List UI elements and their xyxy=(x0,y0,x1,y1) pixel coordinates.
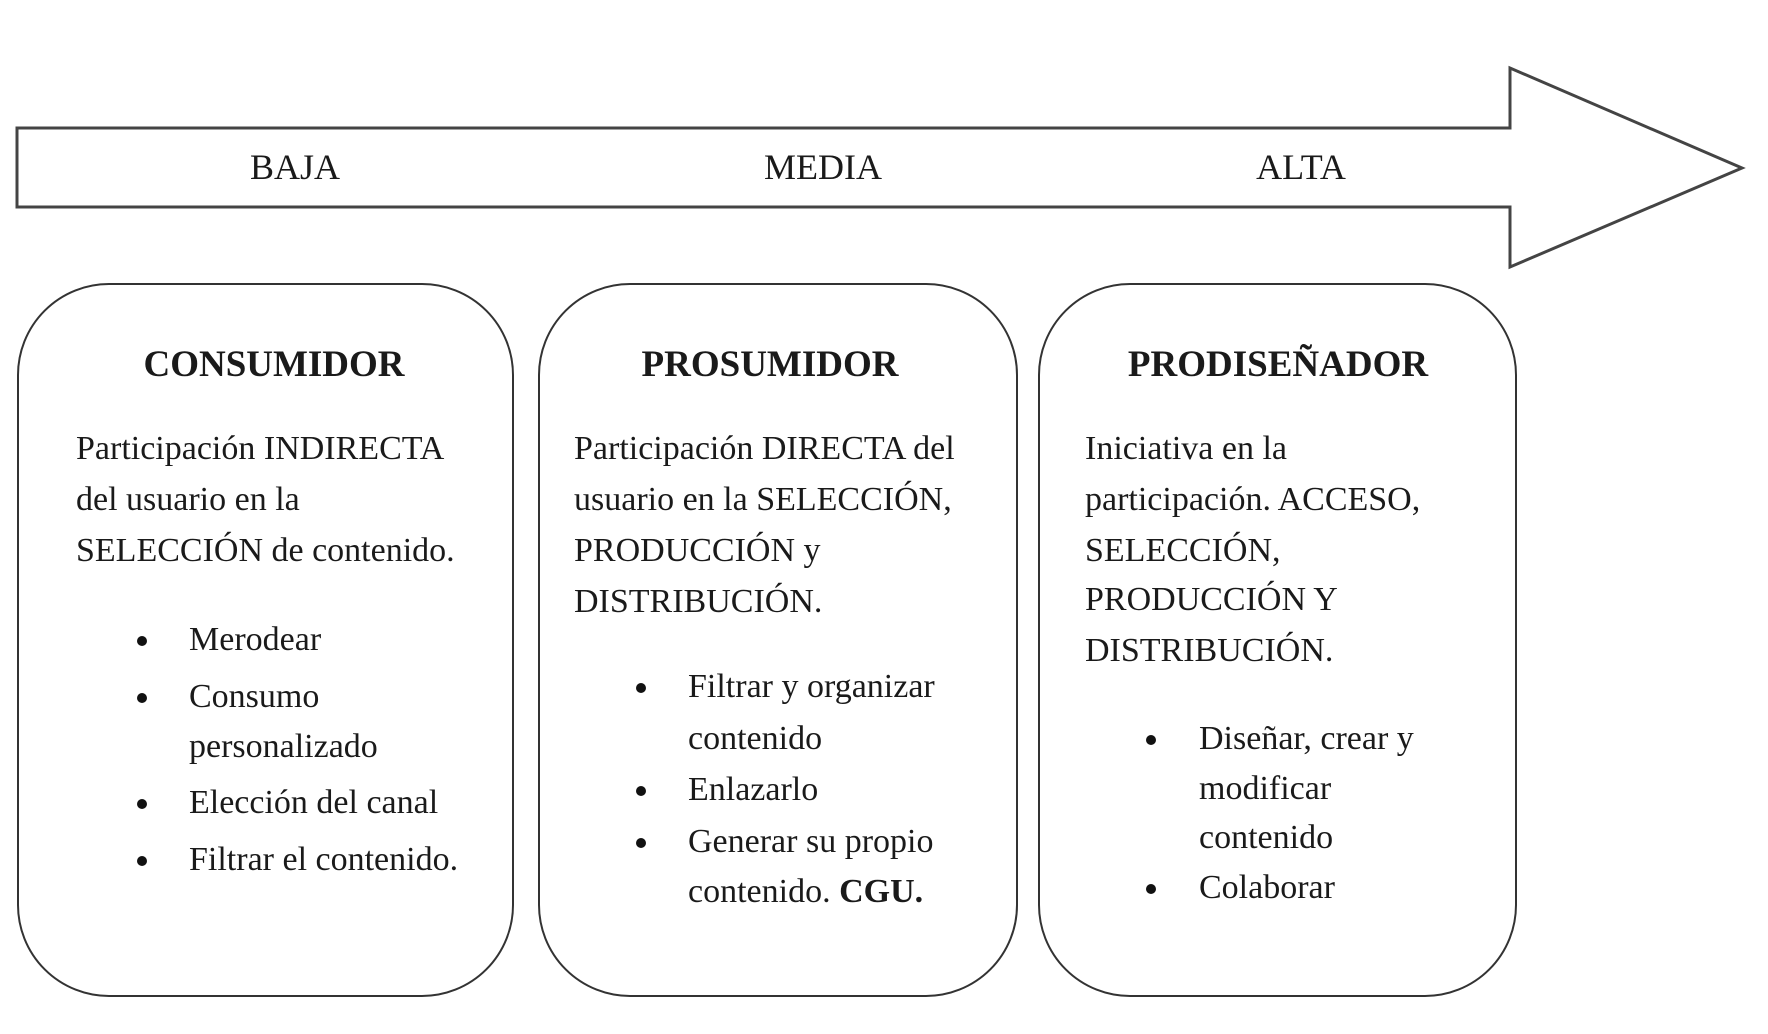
consumer-bullet: Filtrar el contenido. xyxy=(189,841,459,878)
prosumer-bullet: Generar su propio xyxy=(688,823,934,860)
prodesigner-bullet: modificar xyxy=(1199,770,1332,807)
bullet-icon xyxy=(137,856,147,866)
level-high-label: ALTA xyxy=(1256,147,1346,187)
prosumer-bullet-text: contenido. xyxy=(688,873,840,910)
cgu-label: CGU. xyxy=(839,873,924,910)
consumer-bullet: Merodear xyxy=(189,621,322,658)
consumer-desc: Participación INDIRECTA xyxy=(76,430,445,467)
prosumer-bullet: contenido xyxy=(688,720,823,757)
bullet-icon xyxy=(636,838,646,848)
level-medium-label: MEDIA xyxy=(764,147,882,187)
bullet-icon xyxy=(1146,884,1156,894)
prodesigner-bullet: Colaborar xyxy=(1199,869,1335,906)
prodesigner-desc: Iniciativa en la xyxy=(1085,430,1288,467)
prosumer-desc: Participación DIRECTA del xyxy=(574,430,955,467)
bullet-icon xyxy=(636,786,646,796)
prosumer-bullet xyxy=(688,875,923,909)
prosumer-desc: PRODUCCIÓN y xyxy=(574,532,821,569)
prodesigner-bullet: Diseñar, crear y xyxy=(1199,720,1414,757)
bullet-icon xyxy=(137,636,147,646)
prodesigner-desc: SELECCIÓN, xyxy=(1085,532,1281,569)
consumer-title: CONSUMIDOR xyxy=(143,344,405,385)
bullet-icon xyxy=(636,683,646,693)
prodesigner-desc: DISTRIBUCIÓN. xyxy=(1085,632,1334,669)
consumer-bullet: Elección del canal xyxy=(189,784,439,821)
prosumer-bullet: Filtrar y organizar xyxy=(688,668,935,705)
bullet-icon xyxy=(137,693,147,703)
prosumer-bullet: Enlazarlo xyxy=(688,771,819,808)
prodesigner-desc: PRODUCCIÓN Y xyxy=(1085,581,1338,618)
prodesigner-bullet: contenido xyxy=(1199,819,1334,856)
level-low-label: BAJA xyxy=(249,147,341,187)
consumer-bullet: personalizado xyxy=(189,728,378,765)
consumer-bullet: Consumo xyxy=(189,678,320,715)
bullet-icon xyxy=(137,799,147,809)
prodesigner-desc: participación. ACCESO, xyxy=(1085,481,1421,518)
prodesigner-title: PRODISEÑADOR xyxy=(1127,344,1429,385)
prosumer-desc: DISTRIBUCIÓN. xyxy=(574,583,823,620)
prosumer-desc: usuario en la SELECCIÓN, xyxy=(574,481,952,518)
bullet-icon xyxy=(1146,735,1156,745)
prosumer-title: PROSUMIDOR xyxy=(641,344,899,385)
consumer-desc: SELECCIÓN de contenido. xyxy=(76,532,455,569)
consumer-desc: del usuario en la xyxy=(76,481,300,518)
